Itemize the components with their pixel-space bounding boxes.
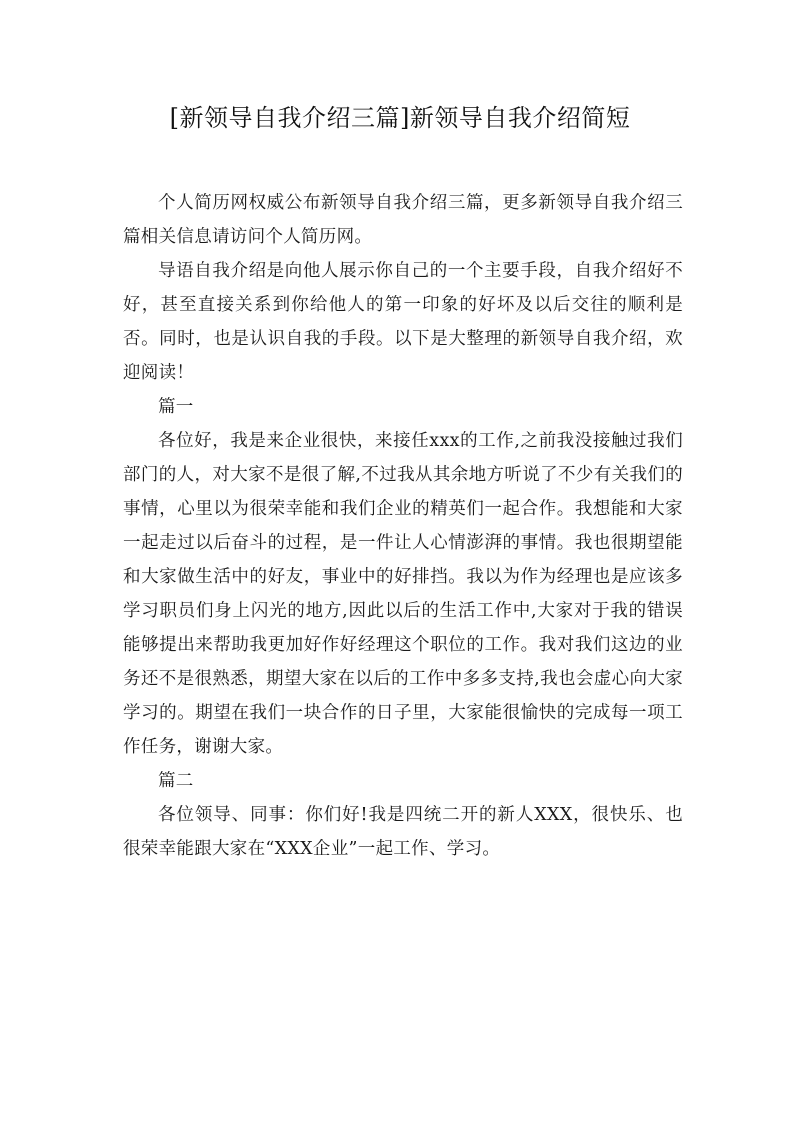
intro-paragraph: 个人简历网权威公布新领导自我介绍三篇，更多新领导自我介绍三篇相关信息请访问个人简历网。 <box>123 193 683 247</box>
document-body <box>123 186 683 866</box>
document-title: [新领导自我介绍三篇]新领导自我介绍简短 <box>169 104 631 132</box>
section-two-paragraph: 各位领导、同事：你们好!我是四统二开的新人XXX，很快乐、也很荣幸能跟大家在“XXX企业”一起工作、学习。 <box>123 805 683 859</box>
section-heading-one: 篇一 <box>158 397 194 417</box>
section-heading-two: 篇二 <box>158 771 194 791</box>
section-one-paragraph: 各位好，我是来企业很快，来接任xxx的工作,之前我没接触过我们部门的人，对大家不是很了解,不过我从其余地方听说了不少有关我们的事情，心里以为很荣幸能和我们企业的精英们一起合作。我想能和大家一起走过以后奋斗的过程，是一件让人心情澎湃的事情。我也很期望能和大家做生活中的好友，事业中的好排挡。我以为作为经理也是应该多学习职员们身上闪光的地方,因此以后的生活工作中,大家对于我的错误能够提出来帮助我更加好作好经理这个职位的工作。我对我们这边的业务还不是很熟悉，期望大家在以后的工作中多多支持,我也会虚心向大家学习的。期望在我们一块合作的日子里，大家能很愉快的完成每一项工作任务，谢谢大家。 <box>123 431 683 757</box>
preface-paragraph: 导语自我介绍是向他人展示你自己的一个主要手段，自我介绍好不好，甚至直接关系到你给他人的第一印象的好坏及以后交往的顺利是否。同时，也是认识自我的手段。以下是大整理的新领导自我介绍，欢迎阅读！ <box>123 261 683 383</box>
